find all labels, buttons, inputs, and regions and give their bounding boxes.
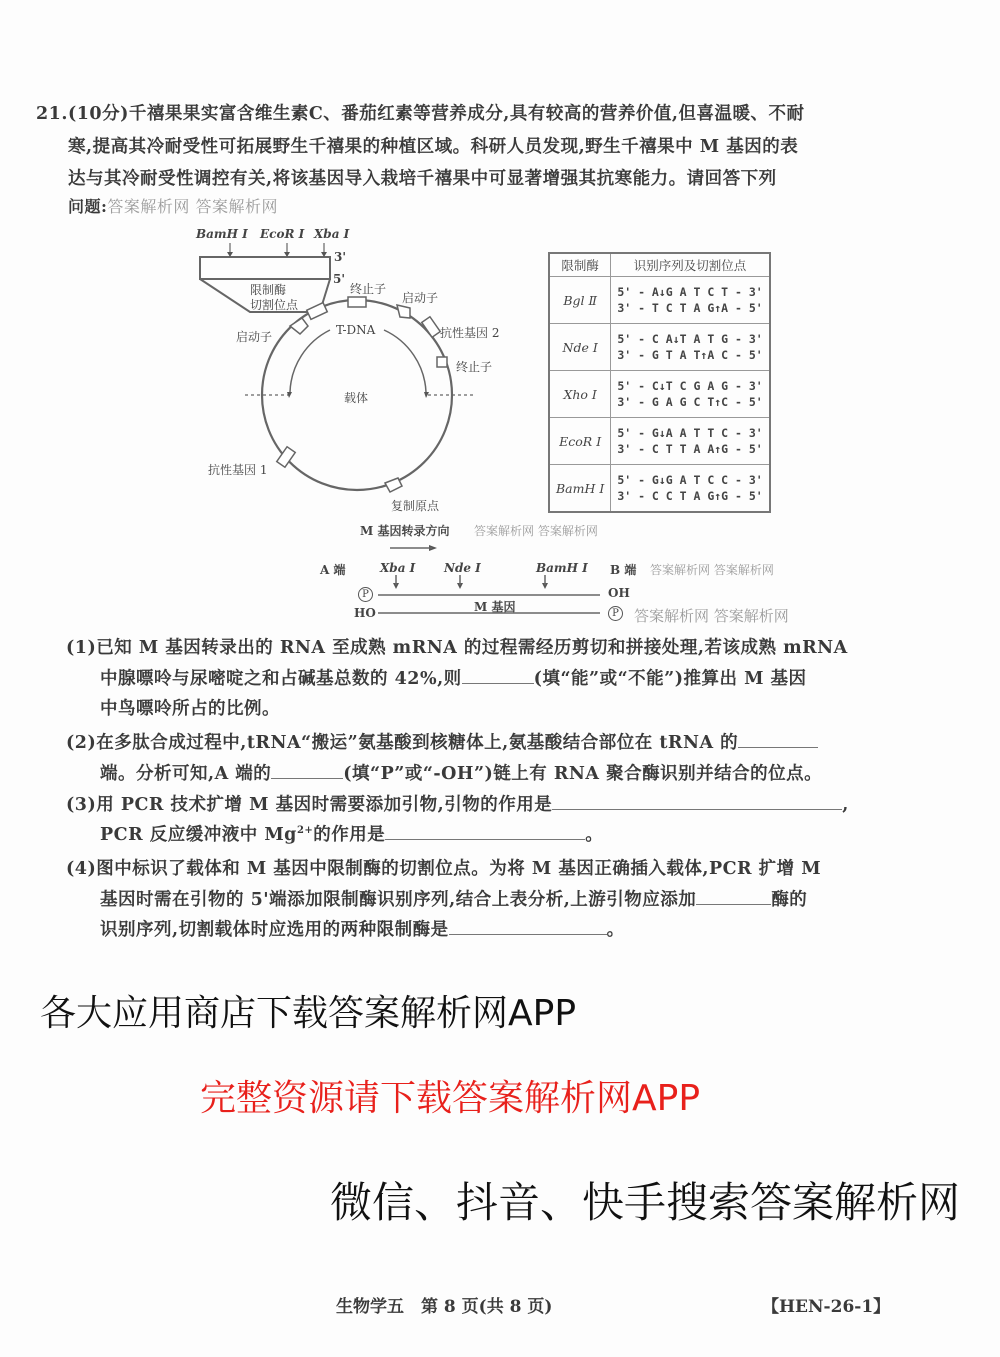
oh-label: OH bbox=[608, 586, 630, 600]
q2-line-2: 端。分析可知,A 端的 (填“P”或“-OH”)链上有 RNA 聚合酶识别并结合的位点。 bbox=[100, 764, 823, 784]
enzyme-name: Nde Ⅰ bbox=[549, 324, 611, 371]
site-label-xba1: Xba Ⅰ bbox=[380, 561, 416, 575]
inline-watermark: 答案解析网 答案解析网 bbox=[474, 524, 598, 538]
sequence-bottom: 3' - G T A T↑A C - 5' bbox=[617, 348, 763, 362]
q1-line-1: (1)已知 M 基因转录出的 RNA 至成熟 mRNA 的过程需经历剪切和拼接处理,若该成熟 mRNA bbox=[66, 638, 848, 658]
question-intro-line-3: 达与其冷耐受性调控有关,将该基因导入栽培千禧果中可显著增强其抗寒能力。请回答下列 bbox=[68, 169, 777, 189]
answer-blank[interactable] bbox=[696, 890, 771, 905]
watermark-center: 完整资源请下载答案解析网APP bbox=[200, 1078, 701, 1119]
promoter-right-label: 启动子 bbox=[402, 291, 439, 305]
table-row bbox=[549, 465, 770, 513]
paper-code: 【HEN-26-1】 bbox=[762, 1297, 891, 1317]
a-end-label: A 端 bbox=[320, 563, 346, 577]
tdna-arc-right bbox=[384, 330, 426, 392]
sequence-cell bbox=[611, 324, 770, 371]
sequence-cell bbox=[611, 371, 770, 418]
question-score: (10分) bbox=[67, 104, 129, 124]
sequence-top: 5' - C A↓T A T G - 3' bbox=[617, 332, 763, 346]
origin-arrow bbox=[385, 478, 402, 492]
end-label-5: 5' bbox=[333, 272, 346, 286]
tdna-label: T-DNA bbox=[336, 323, 376, 337]
site-label-xba1: Xba Ⅰ bbox=[314, 227, 350, 241]
q4-line-3: 识别序列,切割载体时应选用的两种限制酶是 。 bbox=[100, 920, 625, 940]
q4-line-1: (4)图中标识了载体和 M 基因中限制酶的切割位点。为将 M 基因正确插入载体,PCR 扩增 M bbox=[66, 859, 822, 879]
answer-blank[interactable] bbox=[449, 920, 607, 935]
sequence-top: 5' - C↓T C G A G - 3' bbox=[617, 379, 763, 393]
resistance-2-box bbox=[422, 317, 441, 337]
table-row bbox=[549, 277, 770, 324]
sequence-cell bbox=[611, 418, 770, 465]
site-label-nde1: Nde Ⅰ bbox=[444, 561, 481, 575]
sequence-cell bbox=[611, 465, 770, 513]
sequence-bottom: 3' - T C T A G↑A - 5' bbox=[617, 301, 763, 315]
answer-blank[interactable] bbox=[462, 669, 534, 684]
sequence-top: 5' - G↓A A T T C - 3' bbox=[617, 426, 763, 440]
q1-line-3: 中鸟嘌呤所占的比例。 bbox=[100, 699, 280, 719]
q1-line-2: 中腺嘌呤与尿嘧啶之和占碱基总数的 42%,则 (填“能”或“不能”)推算出 M 基因 bbox=[100, 669, 807, 689]
enzyme-name: Xho Ⅰ bbox=[549, 371, 611, 418]
sequence-bottom: 3' - C T T A A↑G - 5' bbox=[617, 442, 763, 456]
sequence-bottom: 3' - C C T A G↑G - 5' bbox=[617, 489, 763, 503]
promoter-left-label: 启动子 bbox=[236, 330, 273, 344]
gene-label: M 基因 bbox=[474, 600, 516, 614]
answer-blank[interactable] bbox=[271, 764, 343, 779]
q3-line-1: (3)用 PCR 技术扩增 M 基因时需要添加引物,引物的作用是 , bbox=[66, 795, 849, 815]
b-end-label: B 端 bbox=[610, 563, 637, 577]
vector-diagram bbox=[0, 0, 1000, 640]
resistance-1-label: 抗性基因 1 bbox=[208, 463, 268, 477]
terminator-box bbox=[348, 297, 366, 307]
question-intro-line-4: 问题:答案解析网 答案解析网 bbox=[68, 197, 279, 216]
end-label-3: 3' bbox=[334, 250, 347, 264]
q2-line-1: (2)在多肽合成过程中,tRNA“搬运”氨基酸到核糖体上,氨基酸结合部位在 tRNA 的 bbox=[66, 729, 818, 754]
question-number: 21. bbox=[36, 104, 68, 124]
inline-watermark: 答案解析网 答案解析网 bbox=[107, 197, 279, 216]
bracket-line-right bbox=[322, 279, 330, 305]
insert-box bbox=[200, 257, 330, 279]
table-header-row bbox=[549, 253, 770, 277]
watermark-top-left: 各大应用商店下载答案解析网APP bbox=[40, 993, 577, 1034]
terminator-top-label: 终止子 bbox=[350, 282, 387, 296]
page-footer: 生物学五 第 8 页(共 8 页) bbox=[336, 1297, 553, 1317]
inline-watermark: 答案解析网 答案解析网 bbox=[650, 563, 774, 577]
site-label-ecor1: EcoR Ⅰ bbox=[260, 227, 305, 241]
sites-label-2: 切割位点 bbox=[250, 298, 299, 312]
header-sequence: 识别序列及切割位点 bbox=[611, 253, 770, 277]
question-intro-line-2: 寒,提高其冷耐受性可拓展野生千禧果的种植区域。科研人员发现,野生千禧果中 M 基因的表 bbox=[68, 137, 799, 157]
header-enzyme: 限制酶 bbox=[549, 253, 611, 277]
table-row bbox=[549, 418, 770, 465]
vector-label: 载体 bbox=[344, 391, 369, 405]
enzyme-name: BamH Ⅰ bbox=[549, 465, 611, 513]
inline-watermark: 答案解析网 答案解析网 bbox=[634, 607, 789, 625]
site-label-bamh1: BamH Ⅰ bbox=[536, 561, 588, 575]
phosphate-icon: P bbox=[608, 606, 623, 621]
enzyme-table bbox=[548, 252, 771, 513]
direction-label: M 基因转录方向 bbox=[360, 524, 450, 538]
sequence-bottom: 3' - G A G C T↑C - 5' bbox=[617, 395, 763, 409]
sites-label-1: 限制酶 bbox=[250, 283, 287, 297]
promoter-left-arrow bbox=[290, 318, 308, 334]
ho-label: HO bbox=[354, 606, 376, 620]
answer-blank[interactable] bbox=[552, 795, 842, 810]
sequence-top: 5' - G↓G A T C C - 3' bbox=[617, 473, 763, 487]
answer-blank[interactable] bbox=[385, 825, 585, 840]
site-label-bamh1: BamH Ⅰ bbox=[196, 227, 248, 241]
origin-label: 复制原点 bbox=[391, 499, 440, 513]
q4-line-2: 基因时需在引物的 5'端添加限制酶识别序列,结合上表分析,上游引物应添加 酶的 bbox=[100, 890, 808, 910]
terminator-right-label: 终止子 bbox=[456, 360, 493, 374]
promoter-right-arrow bbox=[397, 305, 410, 318]
sequence-top: 5' - A↓G A T C T - 3' bbox=[617, 285, 763, 299]
enzyme-name: EcoR Ⅰ bbox=[549, 418, 611, 465]
answer-blank[interactable] bbox=[738, 733, 818, 748]
insert-site-box bbox=[307, 303, 328, 320]
terminator-right-box bbox=[437, 357, 447, 367]
table-row bbox=[549, 371, 770, 418]
sequence-cell bbox=[611, 277, 770, 324]
phosphate-icon: P bbox=[358, 587, 373, 602]
question-intro-line-1: 21.(10分)千禧果果实富含维生素C、番茄红素等营养成分,具有较高的营养价值,但喜温暖、不耐 bbox=[36, 104, 805, 124]
tdna-arc-left bbox=[290, 330, 330, 392]
watermark-bottom-right: 微信、抖音、快手搜索答案解析网 bbox=[330, 1178, 961, 1227]
resistance-2-label: 抗性基因 2 bbox=[440, 326, 500, 340]
q3-line-2: PCR 反应缓冲液中 $Mg^{2+}$的作用是 。 bbox=[100, 825, 604, 845]
enzyme-name: Bgl Ⅱ bbox=[549, 277, 611, 324]
table-row bbox=[549, 324, 770, 371]
